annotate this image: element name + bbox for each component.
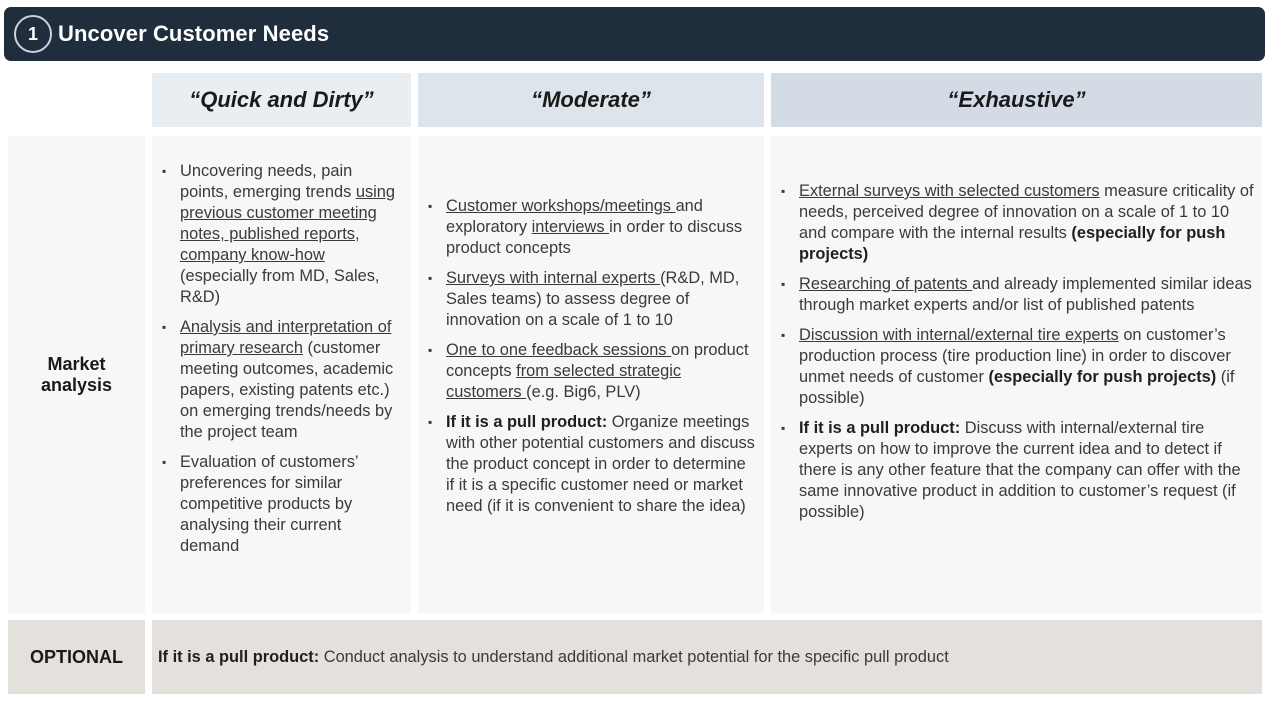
bullet-text: and already implemented similar ideas through market experts and/or list of published patents bbox=[799, 275, 1252, 314]
bullet-text: (R&D, MD, Sales teams) to assess degree of innovation on a scale of 1 to 10 bbox=[446, 269, 740, 329]
bullet-text: and exploratory bbox=[446, 197, 703, 236]
bullet-item bbox=[160, 317, 405, 443]
row-label-line1: Market bbox=[47, 353, 106, 374]
bullet-underlined-text: External surveys with selected customers bbox=[799, 182, 1100, 200]
bullet-item bbox=[160, 452, 405, 557]
bullet-underlined-text: Discussion with internal/external tire experts bbox=[799, 326, 1119, 344]
bullet-item bbox=[779, 325, 1254, 409]
bullet-underlined-text: from selected strategic customers bbox=[446, 362, 682, 401]
bullet-bold-text: (especially for push projects) bbox=[799, 224, 1226, 263]
cell-exhaustive bbox=[771, 136, 1262, 613]
bullet-text: (e.g. Big6, PLV) bbox=[526, 383, 641, 401]
bullet-underlined-text: Researching of patents bbox=[799, 275, 973, 293]
bullet-item bbox=[426, 196, 756, 259]
bullet-item bbox=[160, 161, 405, 308]
bullet-item bbox=[426, 268, 756, 331]
bullet-underlined-text: Surveys with internal experts bbox=[446, 269, 661, 287]
bullet-underlined-text: interviews bbox=[531, 218, 610, 236]
step-number-badge: 1 bbox=[14, 15, 52, 53]
bullet-item bbox=[779, 418, 1254, 523]
bullet-underlined-text: Customer workshops/meetings bbox=[446, 197, 676, 215]
bullet-text: on product concepts bbox=[446, 341, 749, 380]
optional-cell bbox=[152, 620, 1262, 694]
optional-text: Conduct analysis to understand additional market potential for the specific pull product bbox=[319, 647, 949, 666]
cell-moderate bbox=[418, 136, 764, 613]
column-header-quick-and-dirty: “Quick and Dirty” bbox=[152, 73, 411, 127]
section-header bbox=[4, 7, 1265, 61]
cell-quick-and-dirty bbox=[152, 136, 411, 613]
bullet-item bbox=[426, 340, 756, 403]
bullet-text: on customer’s production process (tire production line) in order to discover unmet needs of customer bbox=[799, 326, 1231, 386]
column-header-exhaustive: “Exhaustive” bbox=[771, 73, 1262, 127]
bullet-underlined-text: One to one feedback sessions bbox=[446, 341, 672, 359]
bullet-bold-text: (especially for push projects) bbox=[988, 368, 1217, 386]
bullet-text: Organize meetings with other potential customers and discuss the product concept in order to determine if it is a specific customer need or market need (if it is convenient to share the idea) bbox=[446, 413, 755, 515]
bullet-item bbox=[779, 181, 1254, 265]
bullet-underlined-text: using previous customer meeting notes, published reports, company know-how bbox=[180, 183, 396, 264]
optional-bold-text: If it is a pull product: bbox=[158, 647, 320, 666]
bullet-text: (if possible) bbox=[799, 368, 1235, 407]
bullet-text: (customer meeting outcomes, academic papers, existing patents etc.) on emerging trends/needs by the project team bbox=[180, 339, 394, 441]
bullet-item bbox=[426, 412, 756, 517]
row-label-line2: analysis bbox=[40, 374, 113, 395]
bullet-underlined-text: Analysis and interpretation of primary research bbox=[180, 318, 392, 357]
bullet-item bbox=[779, 274, 1254, 316]
bullet-text: measure criticality of needs, perceived degree of innovation on a scale of 1 to 10 and compare with the internal results bbox=[799, 182, 1254, 242]
bullet-text: (especially from MD, Sales, R&D) bbox=[180, 267, 380, 306]
bullet-bold-text: If it is a pull product: bbox=[799, 419, 961, 437]
bullet-text: Evaluation of customers’ preferences for similar competitive products by analysing their current demand bbox=[180, 453, 358, 555]
bullet-bold-text: If it is a pull product: bbox=[446, 413, 608, 431]
column-header-moderate: “Moderate” bbox=[418, 73, 764, 127]
section-title: Uncover Customer Needs bbox=[58, 21, 330, 46]
bullet-text: Discuss with internal/external tire experts on how to improve the current idea and to detect if there is any other feature that the company can offer with the same innovative product in addition to customer’s request (if possible) bbox=[799, 419, 1241, 521]
row-label-market-analysis bbox=[8, 136, 145, 613]
bullet-text: Uncovering needs, pain points, emerging trends bbox=[180, 162, 356, 201]
optional-label: OPTIONAL bbox=[8, 620, 145, 694]
bullet-text: in order to discuss product concepts bbox=[446, 218, 743, 257]
